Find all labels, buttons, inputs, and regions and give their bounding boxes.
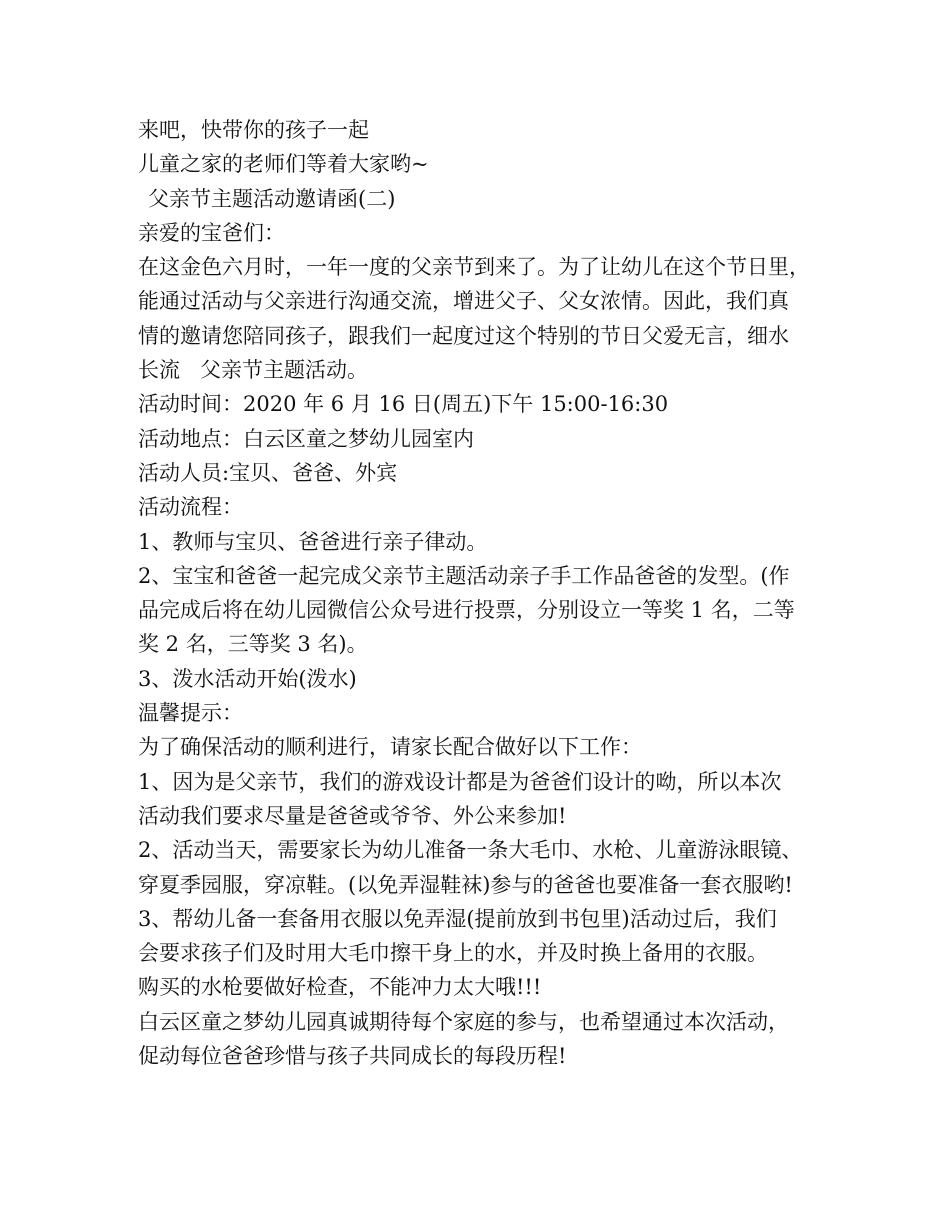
text-line: 奖 2 名，三等奖 3 名)。 bbox=[138, 632, 368, 657]
text-line: 长流 父亲节主题活动。 bbox=[138, 358, 369, 383]
document-body bbox=[138, 113, 838, 1073]
section-title: 父亲节主题活动邀请函(二) bbox=[148, 186, 396, 211]
text-line: 会要求孩子们及时用大毛巾擦干身上的水，并及时换上备用的衣服。 bbox=[138, 941, 768, 966]
text-line: 儿童之家的老师们等着大家哟~ bbox=[138, 152, 429, 177]
process-item: 1、教师与宝贝、爸爸进行亲子律动。 bbox=[138, 529, 488, 554]
text-line: 活动我们要求尽量是爸爸或爷爷、外公来参加! bbox=[138, 803, 567, 828]
tips-heading: 温馨提示： bbox=[138, 701, 243, 726]
tip-item: 3、帮幼儿备一套备用衣服以免弄湿(提前放到书包里)活动过后，我们 bbox=[138, 906, 777, 931]
event-participants: 活动人员:宝贝、爸爸、外宾 bbox=[138, 460, 398, 485]
text-line: 在这金色六月时，一年一度的父亲节到来了。为了让幼儿在这个节日里， bbox=[138, 255, 810, 280]
text-line: 穿夏季园服，穿凉鞋。(以免弄湿鞋袜)参与的爸爸也要准备一套衣服哟! bbox=[138, 872, 793, 897]
tip-item: 2、活动当天，需要家长为幼儿准备一条大毛巾、水枪、儿童游泳眼镜、 bbox=[138, 838, 803, 863]
salutation: 亲爱的宝爸们： bbox=[138, 220, 285, 245]
text-line: 为了确保活动的顺利进行，请家长配合做好以下工作： bbox=[138, 735, 642, 760]
process-item: 2、宝宝和爸爸一起完成父亲节主题活动亲子手工作品爸爸的发型。(作 bbox=[138, 563, 790, 588]
text-line: 情的邀请您陪同孩子，跟我们一起度过这个特别的节日父爱无言，细水 bbox=[138, 323, 789, 348]
tip-item: 1、因为是父亲节，我们的游戏设计都是为爸爸们设计的呦，所以本次 bbox=[138, 769, 782, 794]
text-line: 品完成后将在幼儿园微信公众号进行投票，分别设立一等奖 1 名，二等 bbox=[138, 598, 795, 623]
closing-line: 促动每位爸爸珍惜与孩子共同成长的每段历程! bbox=[138, 1044, 567, 1069]
event-time: 活动时间：2020 年 6 月 16 日(周五)下午 15:00-16:30 bbox=[138, 392, 669, 417]
process-item: 3、泼水活动开始(泼水) bbox=[138, 666, 357, 691]
event-location: 活动地点：白云区童之梦幼儿园室内 bbox=[138, 426, 474, 451]
closing-line: 白云区童之梦幼儿园真诚期待每个家庭的参与，也希望通过本次活动， bbox=[138, 1009, 789, 1034]
text-line: 购买的水枪要做好检查，不能冲力太大哦!!! bbox=[138, 975, 542, 1000]
text-line: 能通过活动与父亲进行沟通交流，增进父子、父女浓情。因此，我们真 bbox=[138, 289, 789, 314]
text-line: 来吧，快带你的孩子一起 bbox=[138, 118, 369, 142]
event-process-heading: 活动流程： bbox=[138, 495, 243, 520]
